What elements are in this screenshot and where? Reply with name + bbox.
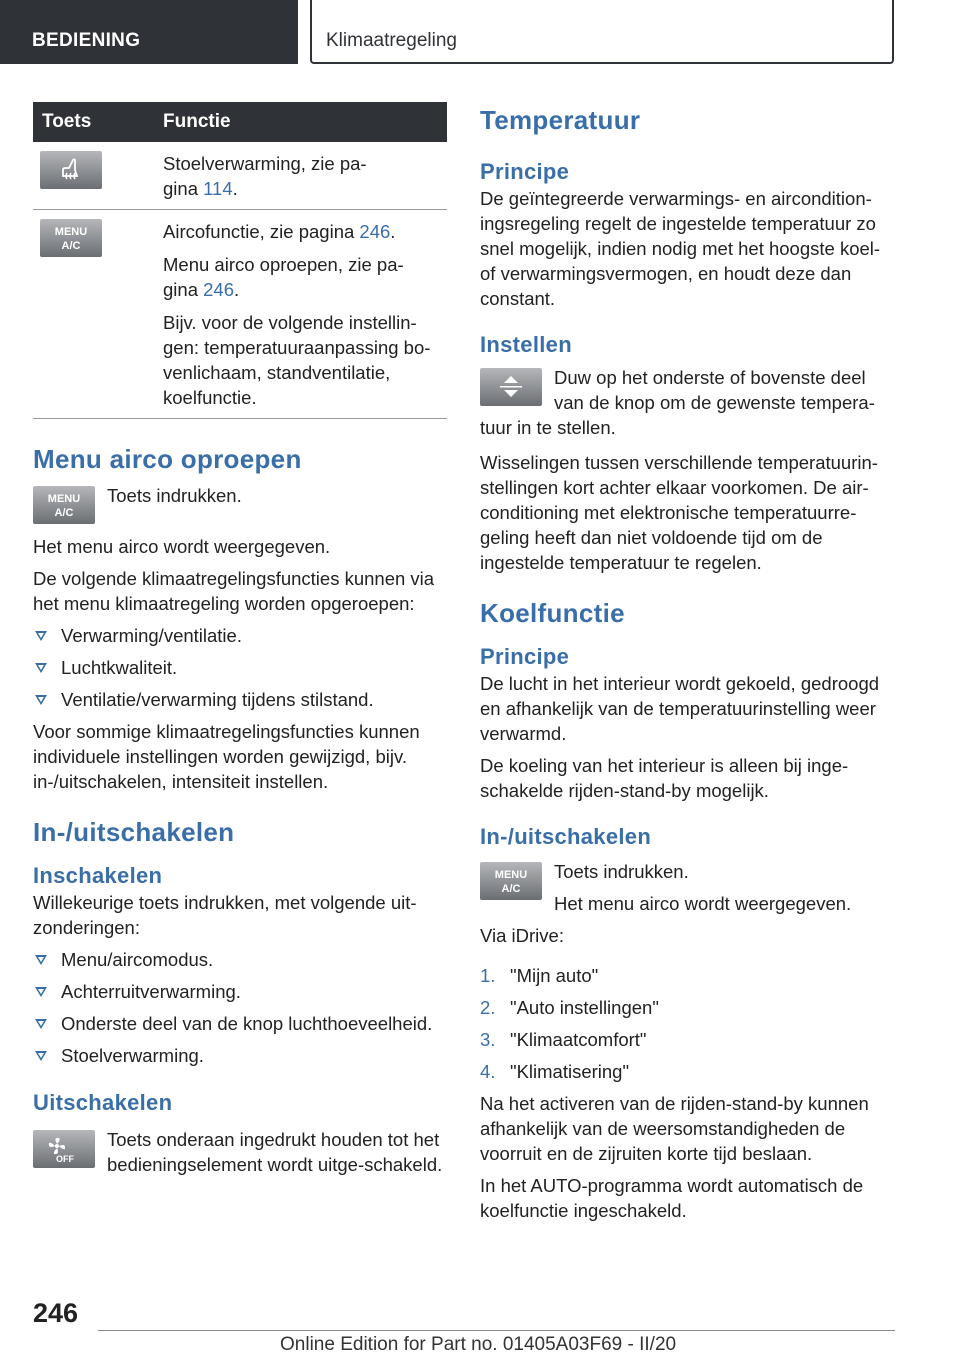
off-heading: Uitschakelen <box>33 1090 173 1115</box>
key-function-table <box>33 102 447 419</box>
menu-ac-key-icon: MENU A/C <box>40 219 102 257</box>
page-link-114[interactable]: 114 <box>203 178 233 199</box>
header-chapter-tab <box>310 0 894 64</box>
exception-list <box>33 947 447 1068</box>
list-item: 4. "Klimatisering" <box>480 1061 630 1082</box>
header-section: BEDIENING <box>32 30 141 51</box>
list-item: 2. "Auto instellingen" <box>480 997 659 1018</box>
cooling-onoff-heading: In-/uitschakelen <box>480 824 652 849</box>
table-row: MENU A/C Aircofunctie, zie pagina 246. Menu airco oproepen, zie pa-gina 246. Bijv. voor de volgende instellin-gen: temperatuuraanpassing bo-venlichaam, standventilatie, koelfunctie. <box>33 210 447 419</box>
header-section-tab <box>0 0 298 64</box>
list-item: 3. "Klimaatcomfort" <box>480 1029 647 1050</box>
list-item: Onderste deel van de knop luchthoeveelheid. <box>33 1011 447 1036</box>
header-chapter: Klimaatregeling <box>326 30 457 51</box>
menu-ac-key-icon: MENU A/C <box>33 486 95 524</box>
onoff-heading: In-/uitschakelen <box>33 817 235 847</box>
cooling-principle-heading: Principe <box>480 644 570 669</box>
table-header-function: Functie <box>163 102 447 142</box>
on-heading: Inschakelen <box>33 863 163 888</box>
table-row: Stoelverwarming, zie pa- gina 114. <box>33 142 447 210</box>
temperature-rocker-key-icon <box>480 368 542 406</box>
left-column: Toets Functie Stoelverwarming, zie pa- gina 114. MENU A/C Aircofunctie, zie pagina 246. Menu airco oproepen, zie pa-gina 246. Bijv. voor de volgende instellin-gen: temperatuuraanpassing bo-venlichaam, standventilatie, koelfunctie. Menu airco oproepen MENU A/C Toets indrukken. Het menu airco wordt weergegeven. De volgende klimaatregelingsfuncties kunnen via het menu klimaatregeling worden opgeroepen: Verwarming/ventilatie. Luchtkwaliteit. Ventilatie/verwarming tijdens stilstand. Voor sommige klimaatregelingsfuncties kunnen individuele instellingen worden gewijzigd, bijv. in-/uitschakelen, intensiteit instellen. In-/uitschakelen Inschakelen Willekeurige toets indrukken, met volgende uit-zonderingen: Menu/aircomodus. Achterruitverwarming. Onderste deel van de knop luchthoeveelheid. Stoelverwarming. Uitschakelen OFF Toets onderaan ingedrukt houden tot het bedieningselement wordt uitge-schakeld. <box>33 102 447 1177</box>
footer-divider <box>98 1330 895 1331</box>
menu-function-list <box>33 623 447 712</box>
set-heading: Instellen <box>480 332 572 357</box>
temperature-heading: Temperatuur <box>480 105 641 135</box>
list-item: 1. "Mijn auto" <box>480 965 599 986</box>
list-item: Stoelverwarming. <box>33 1043 447 1068</box>
fan-off-key-icon: OFF <box>33 1130 95 1168</box>
seat-heating-key-icon <box>40 151 102 189</box>
page-link-246[interactable]: 246 <box>203 279 234 300</box>
list-item: Luchtkwaliteit. <box>33 655 447 680</box>
table-header-key: Toets <box>33 102 163 142</box>
page-number: 246 <box>33 1298 79 1328</box>
cooling-heading: Koelfunctie <box>480 598 625 628</box>
list-item: Verwarming/ventilatie. <box>33 623 447 648</box>
list-item: Ventilatie/verwarming tijdens stilstand. <box>33 687 447 712</box>
menu-ac-key-icon: MENU A/C <box>480 862 542 900</box>
edition-footer: Online Edition for Part no. 01405A03F69 - II/20 <box>280 1334 677 1355</box>
list-item: Menu/aircomodus. <box>33 947 447 972</box>
list-item: Achterruitverwarming. <box>33 979 447 1004</box>
idrive-steps <box>480 963 895 1084</box>
principle-heading: Principe <box>480 159 570 184</box>
menu-heading: Menu airco oproepen <box>33 444 302 474</box>
right-column: Temperatuur Principe De geïntegreerde verwarmings- en aircondition-ingsregeling regelt de ingestelde temperatuur zo snel mogelijk, indien nodig met het hoogste koel- of verwarmingsvermogen, en houdt deze dan constant. Instellen Duw op het onderste of bovenste deel van de knop om de gewenste tempera-tuur in te stellen. Wisselingen tussen verschillende temperatuurin-stellingen kort achter elkaar voorkomen. De air-conditioning met elektronische temperatuurre-geling heeft dan niet voldoende tijd om de ingestelde temperatuur te regelen. Koelfunctie Principe De lucht in het interieur wordt gekoeld, gedroogd en afhankelijk van de temperatuurinstelling weer verwarmd. De koeling van het interieur is alleen bij inge-schakelde rijden-stand-by mogelijk. In-/uitschakelen MENU A/C Toets indrukken. Het menu airco wordt weergegeven. Via iDrive: 1. "Mijn auto" 2. "Auto instellingen" 3. "Klimaatcomfort" 4. "Klimatisering" Na het activeren van de rijden-stand-by kunnen afhankelijk van de weersomstandigheden de voorruit en de zijruiten korte tijd beslaan. In het AUTO-programma wordt automatisch de koelfunctie ingeschakeld. <box>480 102 895 1223</box>
page-link-246[interactable]: 246 <box>359 221 391 242</box>
